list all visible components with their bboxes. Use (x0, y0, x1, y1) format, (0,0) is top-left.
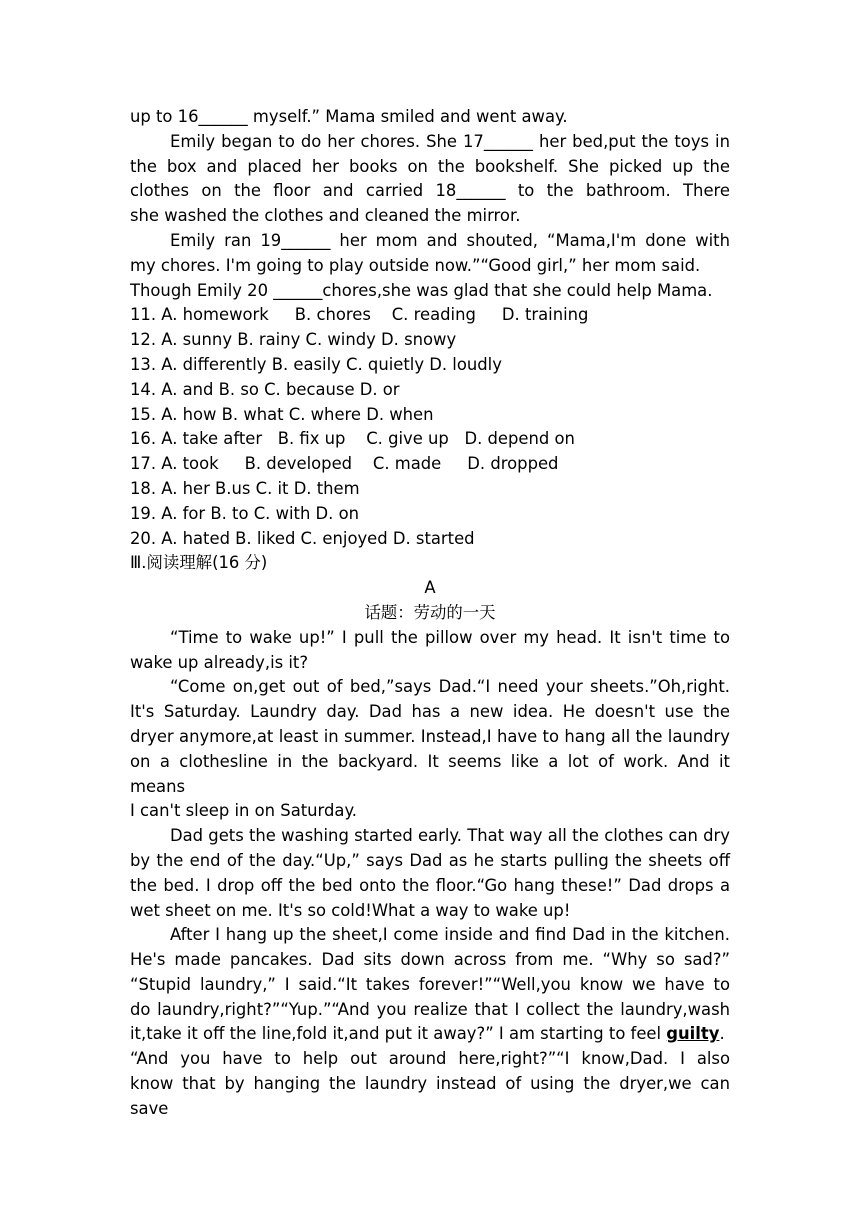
option-line: 12. A. sunny B. rainy C. windy D. snowy (130, 330, 457, 350)
reading-line: the bed. I drop off the bed onto the floor.“Go hang these!” Dad drops a (130, 875, 730, 895)
part-label: A (424, 578, 436, 598)
passage-line: she washed the clothes and cleaned the mirror. (130, 206, 521, 226)
reading-line: It's Saturday. Laundry day. Dad has a new idea. He doesn't use the (130, 702, 730, 722)
passage-line: Emily began to do her chores. She 17______ her bed,put the toys in (170, 131, 730, 151)
reading-line: He's made pancakes. Dad sits down across from me. “Why so sad?” (130, 950, 730, 970)
section-title: Ⅲ.阅读理解(16 分) (130, 553, 268, 573)
option-line: 20. A. hated B. liked C. enjoyed D. started (130, 528, 475, 548)
passage-line: up to 16______ myself.” Mama smiled and went away. (130, 107, 568, 126)
period: . (719, 1024, 725, 1044)
reading-line: wet sheet on me. It's so cold!What a way to wake up! (130, 900, 571, 920)
option-line: 11. A. homework B. chores C. reading D. training (130, 305, 589, 325)
reading-line: dryer anymore,at least in summer. Instead,I have to hang all the laundry (130, 726, 730, 746)
reading-line-text: it,take it off the line,fold it,and put it away?” I am starting to feel (130, 1024, 667, 1044)
option-line: 14. A. and B. so C. because D. or (130, 379, 400, 399)
option-line: 17. A. took B. developed C. made D. dropped (130, 454, 559, 474)
reading-line: know that by hanging the laundry instead of using the dryer,we can save (130, 1074, 730, 1118)
reading-line: “Come on,get out of bed,”says Dad.“I need your sheets.”Oh,right. (170, 677, 730, 697)
reading-line (130, 1022, 730, 1047)
reading-line: “Time to wake up!” I pull the pillow over my head. It isn't time to (170, 627, 730, 647)
option-line: 16. A. take after B. fix up C. give up D. depend on (130, 429, 575, 449)
option-line: 13. A. differently B. easily C. quietly D. loudly (130, 354, 502, 374)
passage-line: clothes on the floor and carried 18______ to the bathroom. There (130, 181, 730, 201)
option-line: 19. A. for B. to C. with D. on (130, 503, 360, 523)
passage-line: Emily ran 19______ her mom and shouted, “Mama,I'm done with (170, 230, 730, 250)
reading-line: I can't sleep in on Saturday. (130, 801, 358, 821)
passage-line: Though Emily 20 ______chores,she was glad that she could help Mama. (130, 280, 713, 300)
reading-line: “And you have to help out around here,right?”“I know,Dad. I also (130, 1049, 730, 1069)
reading-line: by the end of the day.“Up,” says Dad as he starts pulling the sheets off (130, 850, 730, 870)
reading-line: Dad gets the washing started early. That way all the clothes can dry (170, 826, 730, 846)
reading-line: wake up already,is it? (130, 652, 309, 672)
passage-line: my chores. I'm going to play outside now.”“Good girl,” her mom said. (130, 255, 701, 275)
passage-line: the box and placed her books on the bookshelf. She picked up the (130, 156, 730, 176)
guilty-word: guilty (666, 1024, 720, 1044)
topic-heading: 话题：劳动的一天 (364, 602, 496, 622)
reading-line: do laundry,right?”“Yup.”“And you realize that I collect the laundry,wash (130, 999, 730, 1019)
option-line: 18. A. her B.us C. it D. them (130, 478, 360, 498)
reading-line: After I hang up the sheet,I come inside and find Dad in the kitchen. (170, 925, 730, 945)
option-line: 15. A. how B. what C. where D. when (130, 404, 434, 424)
reading-line: on a clothesline in the backyard. It seems like a lot of work. And it means (130, 751, 730, 796)
reading-line: “Stupid laundry,” I said.“It takes forever!”“Well,you know we have to (130, 974, 730, 994)
document-page (130, 105, 730, 1122)
